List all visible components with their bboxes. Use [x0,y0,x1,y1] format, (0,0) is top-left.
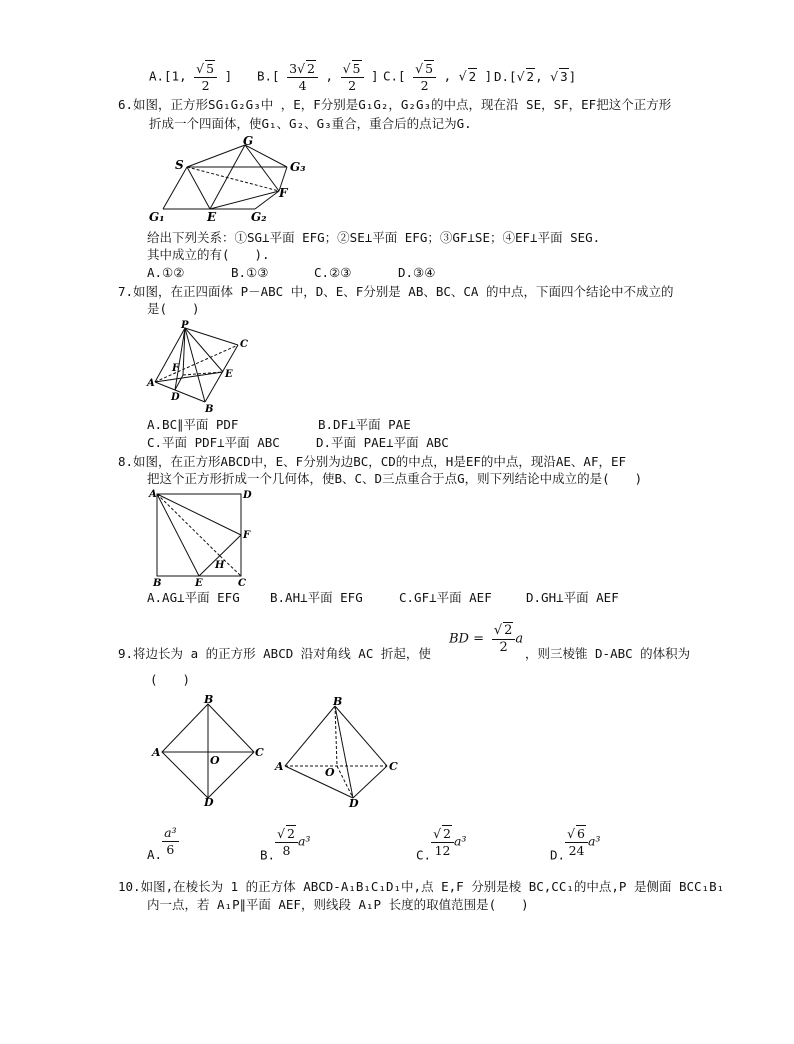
q9-figure-square [152,693,264,809]
q8-label-b: B [153,578,162,589]
q7-figure [145,320,255,415]
q5-option-c: C.[ $\frac{√ 5}{2}$ , √ 2 ] [383,61,493,93]
q7-option-d: D.平面 PAE⊥平面 ABC [316,435,449,450]
q6-label-g1: G₁ [149,210,165,224]
q9-fig1-label-d: D [204,796,214,809]
q8-option-a: A.AG⊥平面 EFG [147,590,240,605]
q6-option-d: D.③④ [398,265,436,280]
q9-fig2-label-c: C [389,760,398,773]
q5-a-prefix: A.[1, [149,68,187,84]
q9-stem-pre: 9.将边长为 a 的正方形 ABCD 沿对角线 AC 折起，使 [118,646,431,661]
q8-label-e: E [195,578,203,589]
q8-label-a: A [149,489,157,500]
q5-option-d: D.[√ 2, √ 3] [494,69,577,84]
q6-stem-line1: 6.如图，正方形SG₁G₂G₃中 ，E，F分别是G₁G₂，G₂G₃的中点，现在沿 SE，SF，EF把这个正方形 [118,97,672,112]
q7-option-c: C.平面 PDF⊥平面 ABC [147,435,280,450]
q6-given: 给出下列关系：①SG⊥平面 EFG；②SE⊥平面 EFG；③GF⊥SE；④EF⊥平面 SEG. [147,230,601,245]
q6-label-g3: G₃ [290,160,306,174]
q9-fig2-label-d: D [349,797,359,810]
q8-option-b: B.AH⊥平面 EFG [270,590,363,605]
q7-option-b: B.DF⊥平面 PAE [318,417,411,432]
q7-label-p: P [181,320,189,331]
q9-fig1-label-a: A [152,746,161,759]
q6-label-g2: G₂ [251,210,267,224]
q6-stem-line2: 折成一个四面体，使G₁、G₂、G₃重合，重合后的点记为G. [149,116,472,131]
q9-fig1-label-o: O [210,754,220,767]
q6-option-b: B.①③ [231,265,269,280]
q5-a-fraction: $\frac{√ 5}{2}$ [194,60,217,94]
q9-option-d: D. $\frac{√ 6}{24}$ a³ [550,826,601,863]
q5-b-fraction-2: $\frac{√ 5}{2}$ [341,60,364,94]
q7-label-f: F [172,363,180,374]
q9-option-a: A. $\frac{\text{a³}}{6}$ [147,825,177,862]
q9-fig2-label-b: B [333,695,343,708]
q9-bd-formula: BD = $\frac{√ 2}{2}$ a [449,623,524,655]
q9-option-c: C. $\frac{√ 2}{12}$ a³ [416,826,467,863]
q9-fig1-label-b: B [204,693,214,706]
q8-stem-line1: 8.如图，在正方形ABCD中，E、F分别为边BC，CD的中点，H是EF的中点，现沿AE、AF，EF [118,454,627,469]
q7-stem-line2: 是( ) [147,301,200,316]
q9-paren: ( ) [150,672,191,687]
q7-label-e: E [225,369,233,380]
q5-b-fraction-1: $\frac{3√ 2}{4}$ [287,60,318,94]
q9-fig2-label-o: O [325,766,335,779]
q8-label-d: D [243,490,252,501]
q6-ask: 其中成立的有( ). [147,247,270,262]
q9-fig2-label-a: A [275,760,284,773]
q6-label-g: G [243,134,254,148]
q8-label-h: H [215,560,225,571]
q9-fig1-label-c: C [255,746,264,759]
q7-label-c: C [240,339,248,350]
q7-stem-line1: 7.如图，在正四面体 P－ABC 中，D、E、F分别是 AB、BC、CA 的中点，下面四个结论中不成立的 [118,284,674,299]
q5-option-b: B.[ $\frac{3√ 2}{4}$ , $\frac{√ 5}{2}$ ] [257,61,379,93]
q10-stem-line1: 10.如图,在棱长为 1 的正方体 ABCD-A₁B₁C₁D₁中,点 E,F 分别是棱 BC,CC₁的中点,P 是侧面 BCC₁B₁ [118,879,725,894]
q6-label-f: F [279,186,288,200]
q9-figure-folded [275,696,400,808]
q7-label-a: A [147,378,155,389]
q6-option-c: C.②③ [314,265,352,280]
q8-figure [147,488,257,588]
q10-stem-line2: 内一点，若 A₁P∥平面 AEF，则线段 A₁P 长度的取值范围是( ) [147,897,529,912]
q6-option-a: A.①② [147,265,185,280]
q9-option-b: B. $\frac{√ 2}{8}$ a³ [260,826,311,863]
q7-option-a: A.BC∥平面 PDF [147,417,239,432]
q7-label-b: B [205,404,214,415]
q6-label-s: S [175,158,184,172]
q5-option-a: A.[1, $\frac{√ 5}{2}$ ] [149,61,233,93]
q8-stem-line2: 把这个正方形折成一个几何体，使B、C、D三点重合于点G，则下列结论中成立的是( ) [147,471,643,486]
q6-figure [145,135,325,225]
q7-label-d: D [171,392,180,403]
q8-label-f: F [243,530,251,541]
q8-option-c: C.GF⊥平面 AEF [399,590,492,605]
q8-label-c: C [238,578,246,589]
q9-stem-post: ，则三棱锥 D-ABC 的体积为 [525,646,691,661]
q8-option-d: D.GH⊥平面 AEF [526,590,619,605]
q5-c-fraction: $\frac{√ 5}{2}$ [413,60,436,94]
q6-label-e: E [207,210,217,224]
